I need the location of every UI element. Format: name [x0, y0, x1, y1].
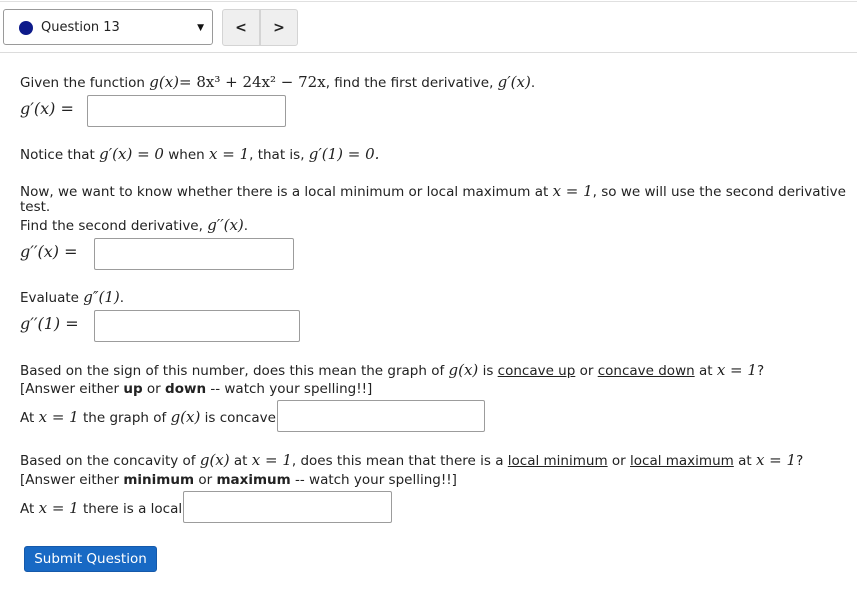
first-derivative-input[interactable]: [87, 95, 286, 127]
part4-hint-pre: [Answer either: [20, 381, 124, 397]
notice-text: [20, 145, 379, 163]
part2-line3-post: .: [243, 218, 249, 234]
second-derivative-input[interactable]: [94, 238, 294, 270]
part2-line1-expr: x = 1: [552, 182, 593, 200]
part5-q-expr2: x = 1: [251, 451, 292, 469]
part5-ans-post: there is a local: [78, 501, 183, 517]
first-derivative-label-text: g′(x) =: [20, 99, 74, 118]
part1-end: .: [530, 75, 536, 91]
concave-up-term: concave up: [497, 363, 576, 379]
part1-intro: Given the function: [20, 75, 150, 91]
part2-line3-pre: Find the second derivative,: [20, 218, 208, 234]
first-derivative-label: [20, 99, 74, 118]
top-border: [0, 1, 857, 2]
part5-hint-pre: [Answer either: [20, 472, 124, 488]
local-maximum-term: local maximum: [630, 453, 734, 469]
part5-q-expr3: x = 1: [755, 451, 797, 469]
second-derivative-at-1-label-text: g′′(1) =: [20, 314, 79, 333]
chevron-right-icon: >: [273, 19, 285, 36]
part5-q-mid3: at: [733, 453, 756, 469]
part5-hint-or: or: [194, 472, 217, 488]
part2-line3: [20, 216, 248, 234]
part2-line1: [20, 182, 846, 200]
part4-q-or: or: [575, 363, 598, 379]
part5-hint-minimum: minimum: [123, 472, 195, 488]
part2-line2: test.: [20, 199, 51, 215]
part4-answer-label: [20, 408, 276, 426]
part2-line1-post: , so we will use the second derivative: [592, 184, 846, 200]
concave-down-term: concave down: [597, 363, 695, 379]
part4-hint: [20, 381, 372, 397]
part5-hint-maximum: maximum: [216, 472, 291, 488]
part4-ans-expr1: x = 1: [38, 408, 79, 426]
part4-q-mid1: is: [478, 363, 498, 379]
extremum-input[interactable]: [183, 491, 392, 523]
part1-question: [20, 73, 535, 91]
part5-question: [20, 451, 803, 469]
part5-hint: [20, 472, 457, 488]
second-derivative-at-1-label: [20, 314, 79, 333]
part5-q-mid1: at: [229, 453, 252, 469]
part1-mid: , find the first derivative,: [325, 75, 498, 91]
notice-pre: Notice that: [20, 147, 100, 163]
notice-mid1: when: [163, 147, 210, 163]
caret-down-icon: ▼: [197, 23, 204, 33]
part4-hint-or: or: [142, 381, 166, 397]
question-selector[interactable]: [3, 9, 213, 45]
part4-q-expr2: x = 1: [716, 361, 757, 379]
part5-q-expr1: g(x): [199, 451, 230, 469]
part4-q-mid2: at: [694, 363, 717, 379]
part4-hint-down: down: [165, 381, 207, 397]
second-derivative-symbol: g′′(x): [207, 216, 244, 234]
second-derivative-label-text: g′′(x) =: [20, 242, 78, 261]
header-divider: [0, 52, 857, 53]
part5-hint-post: -- watch your spelling!!]: [290, 472, 457, 488]
part5-q-end: ?: [796, 453, 804, 469]
part5-ans-expr: x = 1: [38, 499, 79, 517]
part4-q-end: ?: [756, 363, 765, 379]
notice-mid2: , that is,: [249, 147, 309, 163]
function-expression: = 8x³ + 24x² − 72x: [179, 73, 326, 91]
question-selector-label: Question 13: [41, 20, 120, 35]
local-minimum-term: local minimum: [507, 453, 608, 469]
second-derivative-at-1-input[interactable]: [94, 310, 300, 342]
part4-ans-pre: At: [20, 410, 39, 426]
part5-ans-pre: At: [20, 501, 39, 517]
part2-line1-pre: Now, we want to know whether there is a local minimum or local maximum at: [20, 184, 553, 200]
function-name: g(x): [149, 73, 180, 91]
part5-answer-label: [20, 499, 182, 517]
notice-expr1: g′(x) = 0: [99, 145, 164, 163]
part4-hint-up: up: [123, 381, 143, 397]
notice-expr2: x = 1: [209, 145, 250, 163]
next-question-button[interactable]: [260, 9, 298, 46]
part3-prompt-post: .: [119, 290, 125, 306]
part4-ans-mid: the graph of: [78, 410, 171, 426]
part4-question: [20, 361, 764, 379]
part5-q-or: or: [607, 453, 631, 469]
part3-prompt-pre: Evaluate: [20, 290, 84, 306]
part3-prompt-expr: g″(1): [83, 288, 120, 306]
concavity-input[interactable]: [277, 400, 485, 432]
submit-question-button[interactable]: Submit Question: [24, 546, 157, 572]
part4-ans-post: is concave: [200, 410, 276, 426]
notice-expr3: g′(1) = 0.: [308, 145, 380, 163]
chevron-left-icon: <: [235, 19, 247, 36]
part4-ans-expr2: g(x): [170, 408, 201, 426]
question-status-dot: [19, 21, 33, 35]
part4-hint-post: -- watch your spelling!!]: [206, 381, 373, 397]
part4-q-expr1: g(x): [448, 361, 479, 379]
part5-q-mid2: , does this mean that there is a: [291, 453, 508, 469]
part5-q-pre: Based on the concavity of: [20, 453, 200, 469]
first-derivative-symbol: g′(x): [497, 73, 531, 91]
part3-prompt: [20, 288, 124, 306]
previous-question-button[interactable]: [222, 9, 260, 46]
part4-q-pre: Based on the sign of this number, does this mean the graph of: [20, 363, 449, 379]
second-derivative-label: [20, 242, 78, 261]
